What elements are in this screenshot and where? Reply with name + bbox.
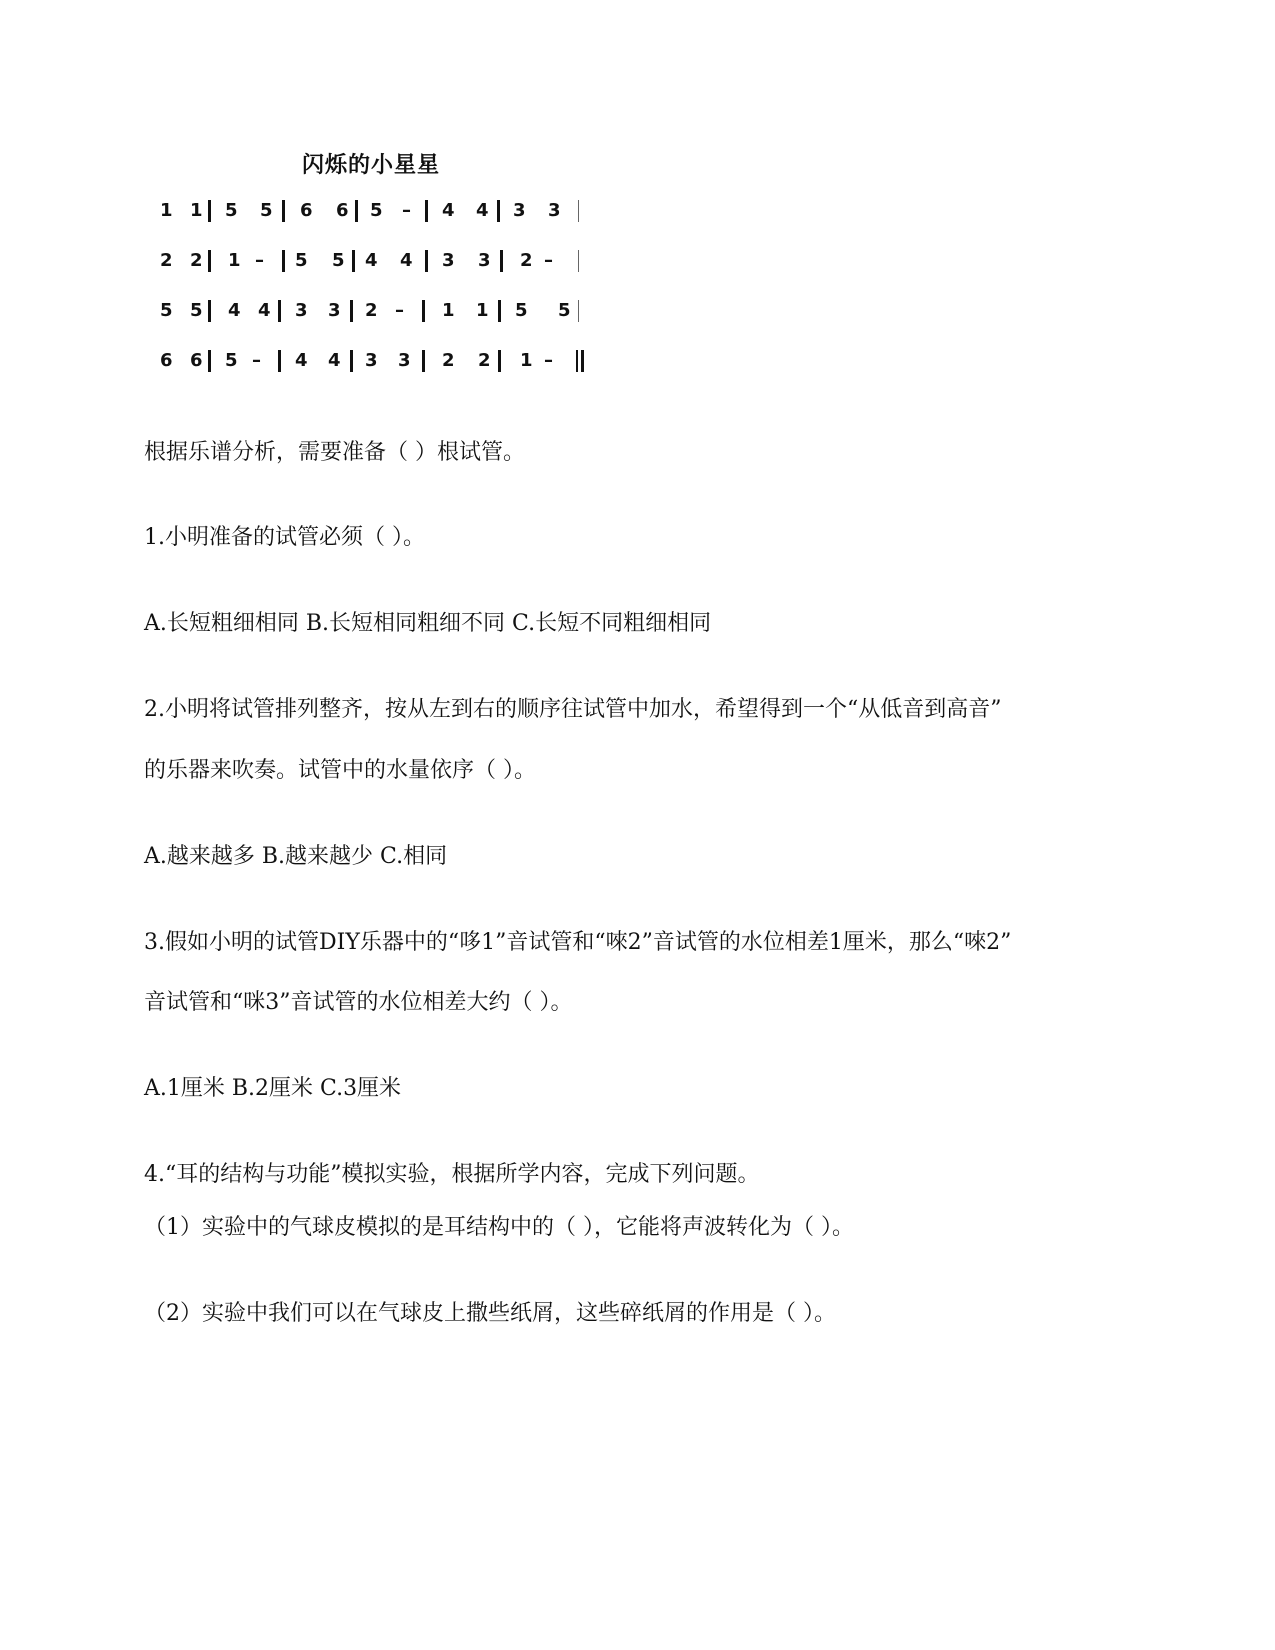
score-barline	[498, 350, 501, 372]
score-final-barline	[581, 350, 584, 372]
score-barline	[208, 200, 211, 222]
score-note: 1	[190, 200, 203, 221]
score-note: 2	[190, 250, 203, 271]
score-note: 3	[513, 200, 526, 221]
score-note: 1	[160, 200, 173, 221]
score-barline	[282, 200, 285, 222]
score-barline	[282, 250, 285, 272]
score-note: 3	[442, 250, 455, 271]
score-note: 1	[520, 350, 533, 371]
score-note: 1	[476, 300, 489, 321]
question-3-line-1: 3.假如小明的试管DIY乐器中的“哆1”音试管和“唻2”音试管的水位相差1厘米，那么“唻2”	[144, 930, 1012, 955]
score-barline	[422, 350, 425, 372]
score-note: 5	[558, 300, 571, 321]
score-barline	[578, 250, 579, 272]
question-4: 4.“耳的结构与功能”模拟实验，根据所学内容，完成下列问题。	[144, 1162, 760, 1187]
score-row	[160, 296, 620, 326]
score-barline	[208, 350, 211, 372]
score-note: 1	[442, 300, 455, 321]
score-note: 5	[225, 200, 238, 221]
score-note: 4	[476, 200, 489, 221]
score-note: 6	[336, 200, 349, 221]
score-note: 3	[365, 350, 378, 371]
question-4-part-2: （2）实验中我们可以在气球皮上撒些纸屑，这些碎纸屑的作用是（ ）。	[144, 1301, 836, 1326]
question-1: 1.小明准备的试管必须（ ）。	[144, 525, 425, 550]
score-barline	[352, 250, 355, 272]
score-barline	[578, 300, 579, 322]
score-note: 4	[442, 200, 455, 221]
score-note: 4	[400, 250, 413, 271]
question-4-part-1: （1）实验中的气球皮模拟的是耳结构中的（ ），它能将声波转化为（ ）。	[144, 1215, 854, 1240]
score-barline	[208, 300, 211, 322]
score-note: 3	[295, 300, 308, 321]
score-note: 3	[328, 300, 341, 321]
score-note: 3	[478, 250, 491, 271]
score-barline	[425, 250, 428, 272]
score-note: 6	[300, 200, 313, 221]
score-final-barline	[576, 350, 578, 372]
score-barline	[278, 350, 281, 372]
question-2-line-1: 2.小明将试管排列整齐，按从左到右的顺序往试管中加水，希望得到一个“从低音到高音”	[144, 697, 1002, 722]
score-note: –	[402, 200, 411, 221]
score-note: 4	[228, 300, 241, 321]
score-row	[160, 246, 620, 276]
score-note: –	[255, 250, 264, 271]
score-barline	[497, 200, 500, 222]
score-note: 4	[258, 300, 271, 321]
score-note: 2	[478, 350, 491, 371]
score-note: 6	[160, 350, 173, 371]
score-barline	[422, 300, 425, 322]
score-note: 3	[548, 200, 561, 221]
score-note: 4	[328, 350, 341, 371]
score-note: 5	[370, 200, 383, 221]
score-note: 6	[190, 350, 203, 371]
score-barline	[425, 200, 428, 222]
intro-question: 根据乐谱分析，需要准备（ ）根试管。	[144, 440, 525, 465]
score-note: 4	[295, 350, 308, 371]
score-title: 闪烁的小星星	[302, 153, 441, 178]
score-note: 5	[225, 350, 238, 371]
score-note: 5	[332, 250, 345, 271]
score-barline	[500, 250, 503, 272]
score-note: 5	[190, 300, 203, 321]
score-note: 2	[365, 300, 378, 321]
score-barline	[208, 250, 211, 272]
score-note: –	[544, 250, 553, 271]
score-note: 1	[228, 250, 241, 271]
question-2-options: A.越来越多 B.越来越少 C.相同	[144, 844, 448, 869]
score-note: 5	[295, 250, 308, 271]
score-barline	[355, 200, 358, 222]
question-3-line-2: 音试管和“咪3”音试管的水位相差大约（ ）。	[144, 990, 573, 1015]
score-row	[160, 346, 620, 376]
score-barline	[578, 200, 579, 222]
score-barline	[278, 300, 281, 322]
score-note: 5	[260, 200, 273, 221]
score-barline	[350, 300, 353, 322]
score-note: –	[395, 300, 404, 321]
score-row	[160, 196, 620, 226]
score-barline	[350, 350, 353, 372]
score-note: 5	[515, 300, 528, 321]
score-note: 2	[442, 350, 455, 371]
score-note: 2	[520, 250, 533, 271]
score-note: 2	[160, 250, 173, 271]
question-3-options: A.1厘米 B.2厘米 C.3厘米	[144, 1076, 402, 1101]
score-barline	[498, 300, 501, 322]
score-note: 5	[160, 300, 173, 321]
score-note: –	[252, 350, 261, 371]
question-1-options: A.长短粗细相同 B.长短相同粗细不同 C.长短不同粗细相同	[144, 611, 712, 636]
score-note: –	[544, 350, 553, 371]
score-note: 4	[365, 250, 378, 271]
score-note: 3	[398, 350, 411, 371]
question-2-line-2: 的乐器来吹奏。试管中的水量依序（ ）。	[144, 758, 536, 783]
